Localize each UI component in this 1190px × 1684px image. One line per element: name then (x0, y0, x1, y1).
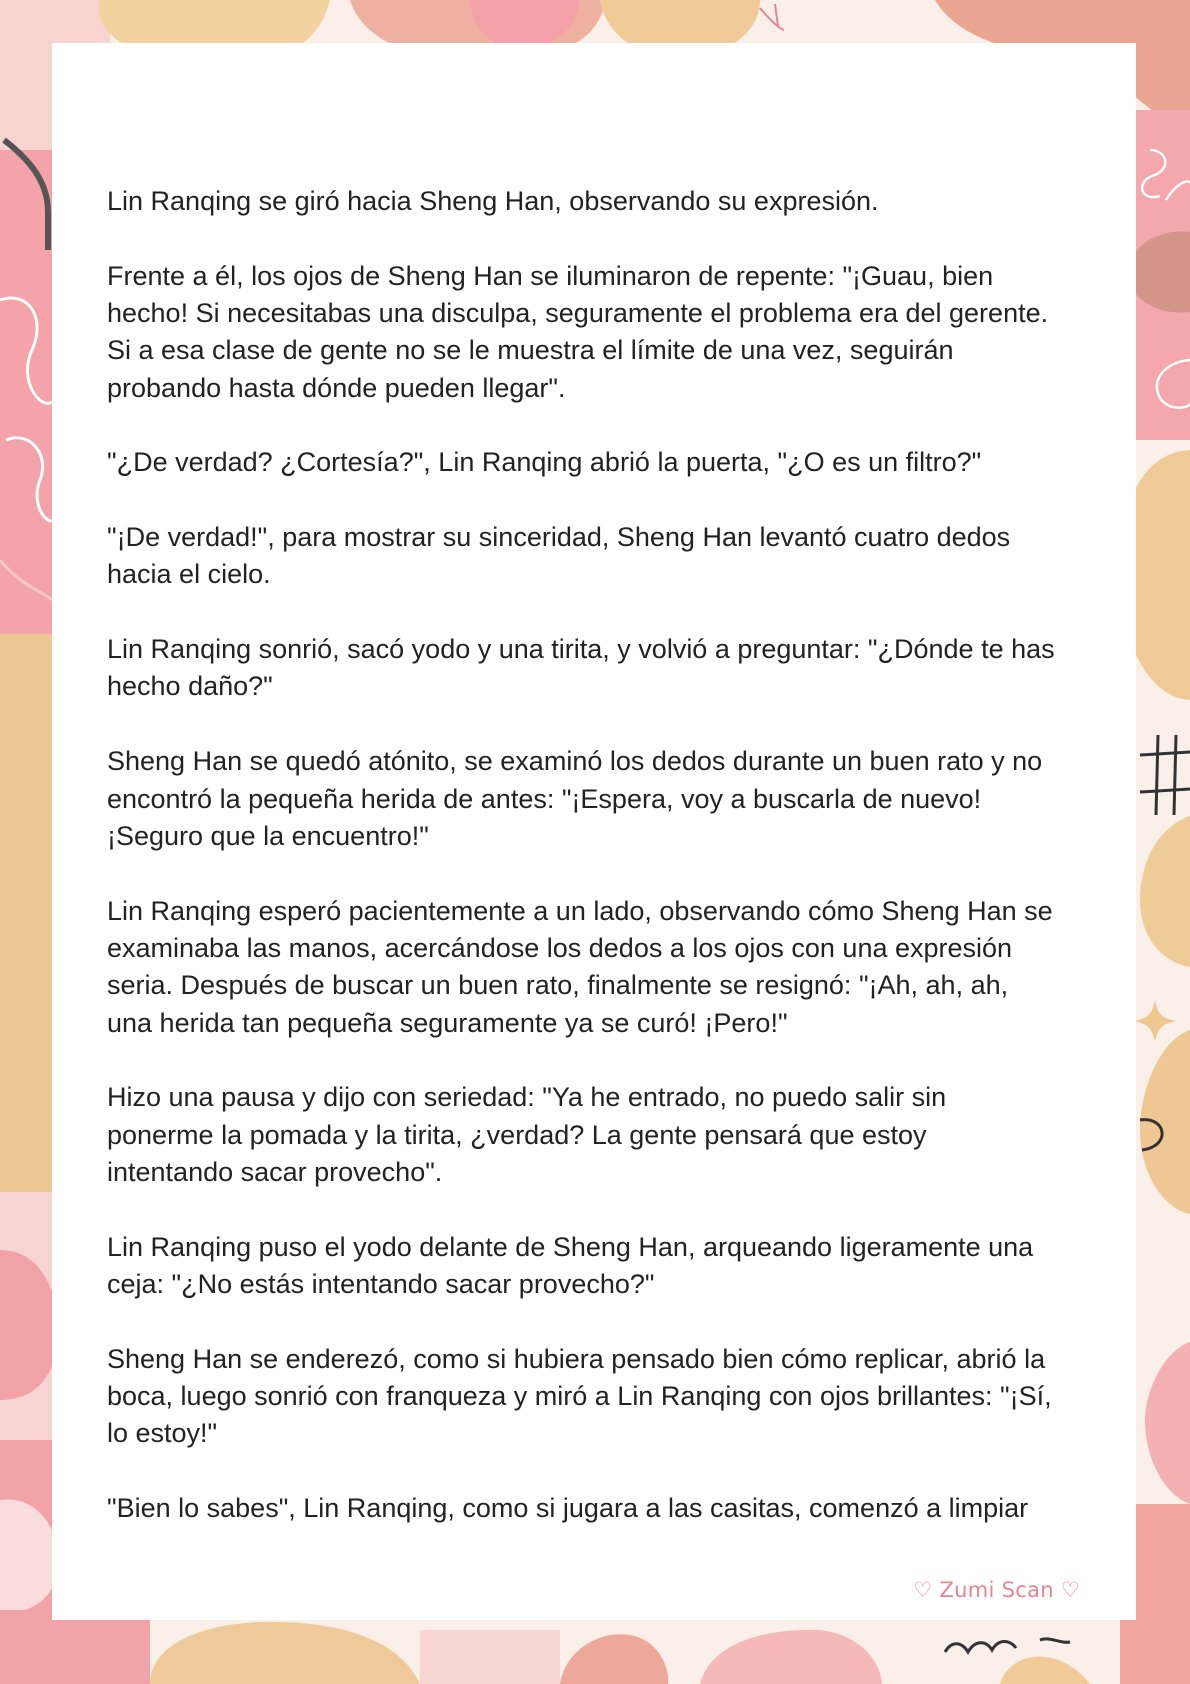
text-line: probando hasta dónde pueden llegar". (107, 372, 566, 403)
text-line: intentando sacar provecho". (107, 1156, 443, 1187)
text-line: hecho! Si necesitabas una disculpa, seguramente el problema era del gerente. (107, 298, 1049, 329)
text-line: Lin Ranqing sonrió, sacó yodo y una tirita, y volvió a preguntar: "¿Dónde te has (107, 634, 1055, 665)
text-line: Lin Ranqing esperó pacientemente a un lado, observando cómo Sheng Han se (107, 895, 1053, 926)
paragraph (107, 258, 1117, 407)
paragraph (107, 1079, 1117, 1191)
text-line: Sheng Han se quedó atónito, se examinó los dedos durante un buen rato y no (107, 746, 1043, 777)
text-line: encontró la pequeña herida de antes: "¡Espera, voy a buscarla de nuevo! (107, 783, 982, 814)
left-decor-blobs (0, 60, 60, 1684)
paragraph (107, 1341, 1117, 1453)
text-line: Lin Ranqing se giró hacia Sheng Han, observando su expresión. (107, 186, 879, 216)
paragraph (107, 444, 1117, 481)
text-line: examinaba las manos, acercándose los dedos a los ojos con una expresión (107, 932, 1013, 963)
text-line: "¡De verdad!", para mostrar su sinceridad, Sheng Han levantó cuatro dedos (107, 522, 1011, 553)
paragraph (107, 893, 1117, 1042)
paragraph (107, 1490, 1117, 1527)
text-line: Frente a él, los ojos de Sheng Han se iluminaron de repente: "¡Guau, bien (107, 260, 994, 291)
text-line: Sheng Han se enderezó, como si hubiera pensado bien cómo replicar, abrió la (107, 1343, 1046, 1374)
text-line: "Bien lo sabes", Lin Ranqing, como si jugara a las casitas, comenzó a limpiar (107, 1493, 1029, 1524)
text-line: ¡Seguro que la encuentro!" (107, 820, 429, 851)
text-line: Si a esa clase de gente no se le muestra el límite de una vez, seguirán (107, 335, 954, 366)
text-line: ponerme la pomada y la tirita, ¿verdad? La gente pensará que estoy (107, 1119, 927, 1150)
scanlation-credit: ♡ Zumi Scan ♡ (913, 1578, 1080, 1602)
paragraph (107, 1229, 1117, 1304)
text-line: lo estoy!" (107, 1418, 218, 1449)
text-line: Lin Ranqing puso el yodo delante de Sheng Han, arqueando ligeramente una (107, 1231, 1034, 1262)
text-line: Hizo una pausa y dijo con seriedad: "Ya he entrado, no puedo salir sin (107, 1082, 947, 1113)
paragraph (107, 519, 1117, 594)
text-line: boca, luego sonrió con franqueza y miró a Lin Ranqing con ojos brillantes: "¡Sí, (107, 1381, 1052, 1411)
text-line: "¿De verdad? ¿Cortesía?", Lin Ranqing abrió la puerta, "¿O es un filtro?" (107, 447, 982, 478)
text-line: hecho daño?" (107, 671, 273, 702)
text-line: seria. Después de buscar un buen rato, finalmente se resignó: "¡Ah, ah, ah, (107, 970, 1009, 1001)
chapter-text (107, 183, 1117, 1565)
text-line: ceja: "¿No estás intentando sacar provecho?" (107, 1268, 655, 1299)
text-line: una herida tan pequeña seguramente ya se curó! ¡Pero!" (107, 1007, 788, 1038)
paragraph (107, 183, 1117, 220)
paragraph (107, 631, 1117, 706)
text-line: hacia el cielo. (107, 559, 271, 590)
paragraph (107, 743, 1117, 855)
